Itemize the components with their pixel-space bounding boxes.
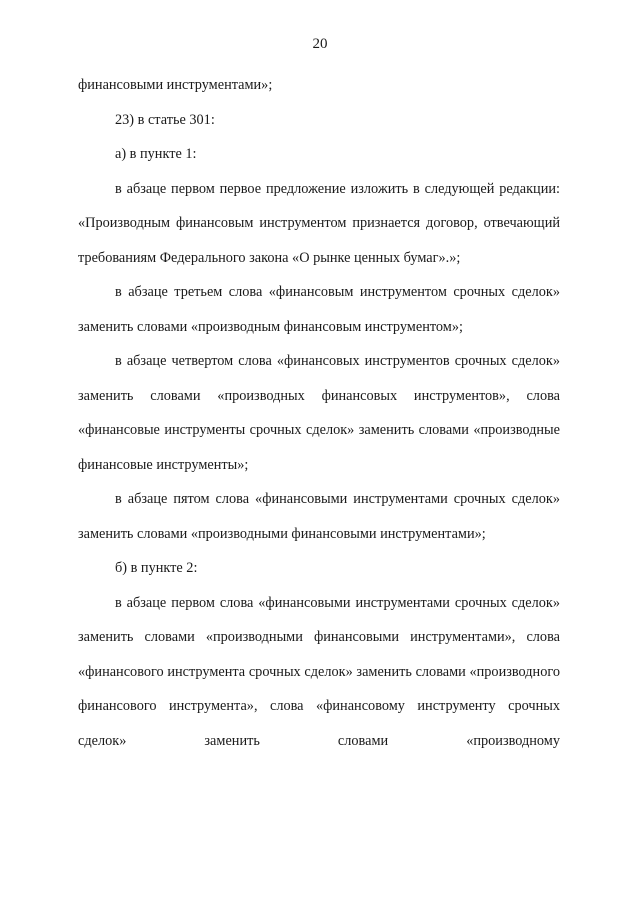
paragraph-subitem-a: а) в пункте 1: xyxy=(115,146,197,162)
paragraph-first-abzac-point2-amendment: в абзаце первом слова «финансовыми инструментами срочных сделок» заменить словами «производными финансовыми инструментами», слова «финансового инструмента срочных сделок» заменить словами «производного финансового инструмента», слова «финансовому инструменту срочных сделок» заменить словами «производному xyxy=(78,594,560,749)
paragraph-third-abzac-amendment: в абзаце третьем слова «финансовым инструментом срочных сделок» заменить словами «производным финансовым инструментом»; xyxy=(78,284,560,335)
paragraph-first-sentence-amendment: в абзаце первом первое предложение изложить в следующей редакции: «Производным финансовым инструментом признается договор, отвечающий требованиям Федерального закона «О рынке ценных бумаг».»; xyxy=(78,180,560,266)
page-number: 20 xyxy=(312,36,328,52)
paragraph-item-23: 23) в статье 301: xyxy=(115,111,215,128)
paragraph-fifth-abzac-amendment: в абзаце пятом слова «финансовыми инструментами срочных сделок» заменить словами «производными финансовыми инструментами»; xyxy=(78,491,560,542)
document-body xyxy=(78,68,560,758)
paragraph-subitem-b: б) в пункте 2: xyxy=(115,560,198,576)
paragraph-fourth-abzac-amendment: в абзаце четвертом слова «финансовых инструментов срочных сделок» заменить словами «производных финансовых инструментов», слова «финансовые инструменты срочных сделок» заменить словами «производные финансовые инструменты»; xyxy=(78,353,560,473)
paragraph-continuation: финансовыми инструментами»; xyxy=(78,77,273,93)
